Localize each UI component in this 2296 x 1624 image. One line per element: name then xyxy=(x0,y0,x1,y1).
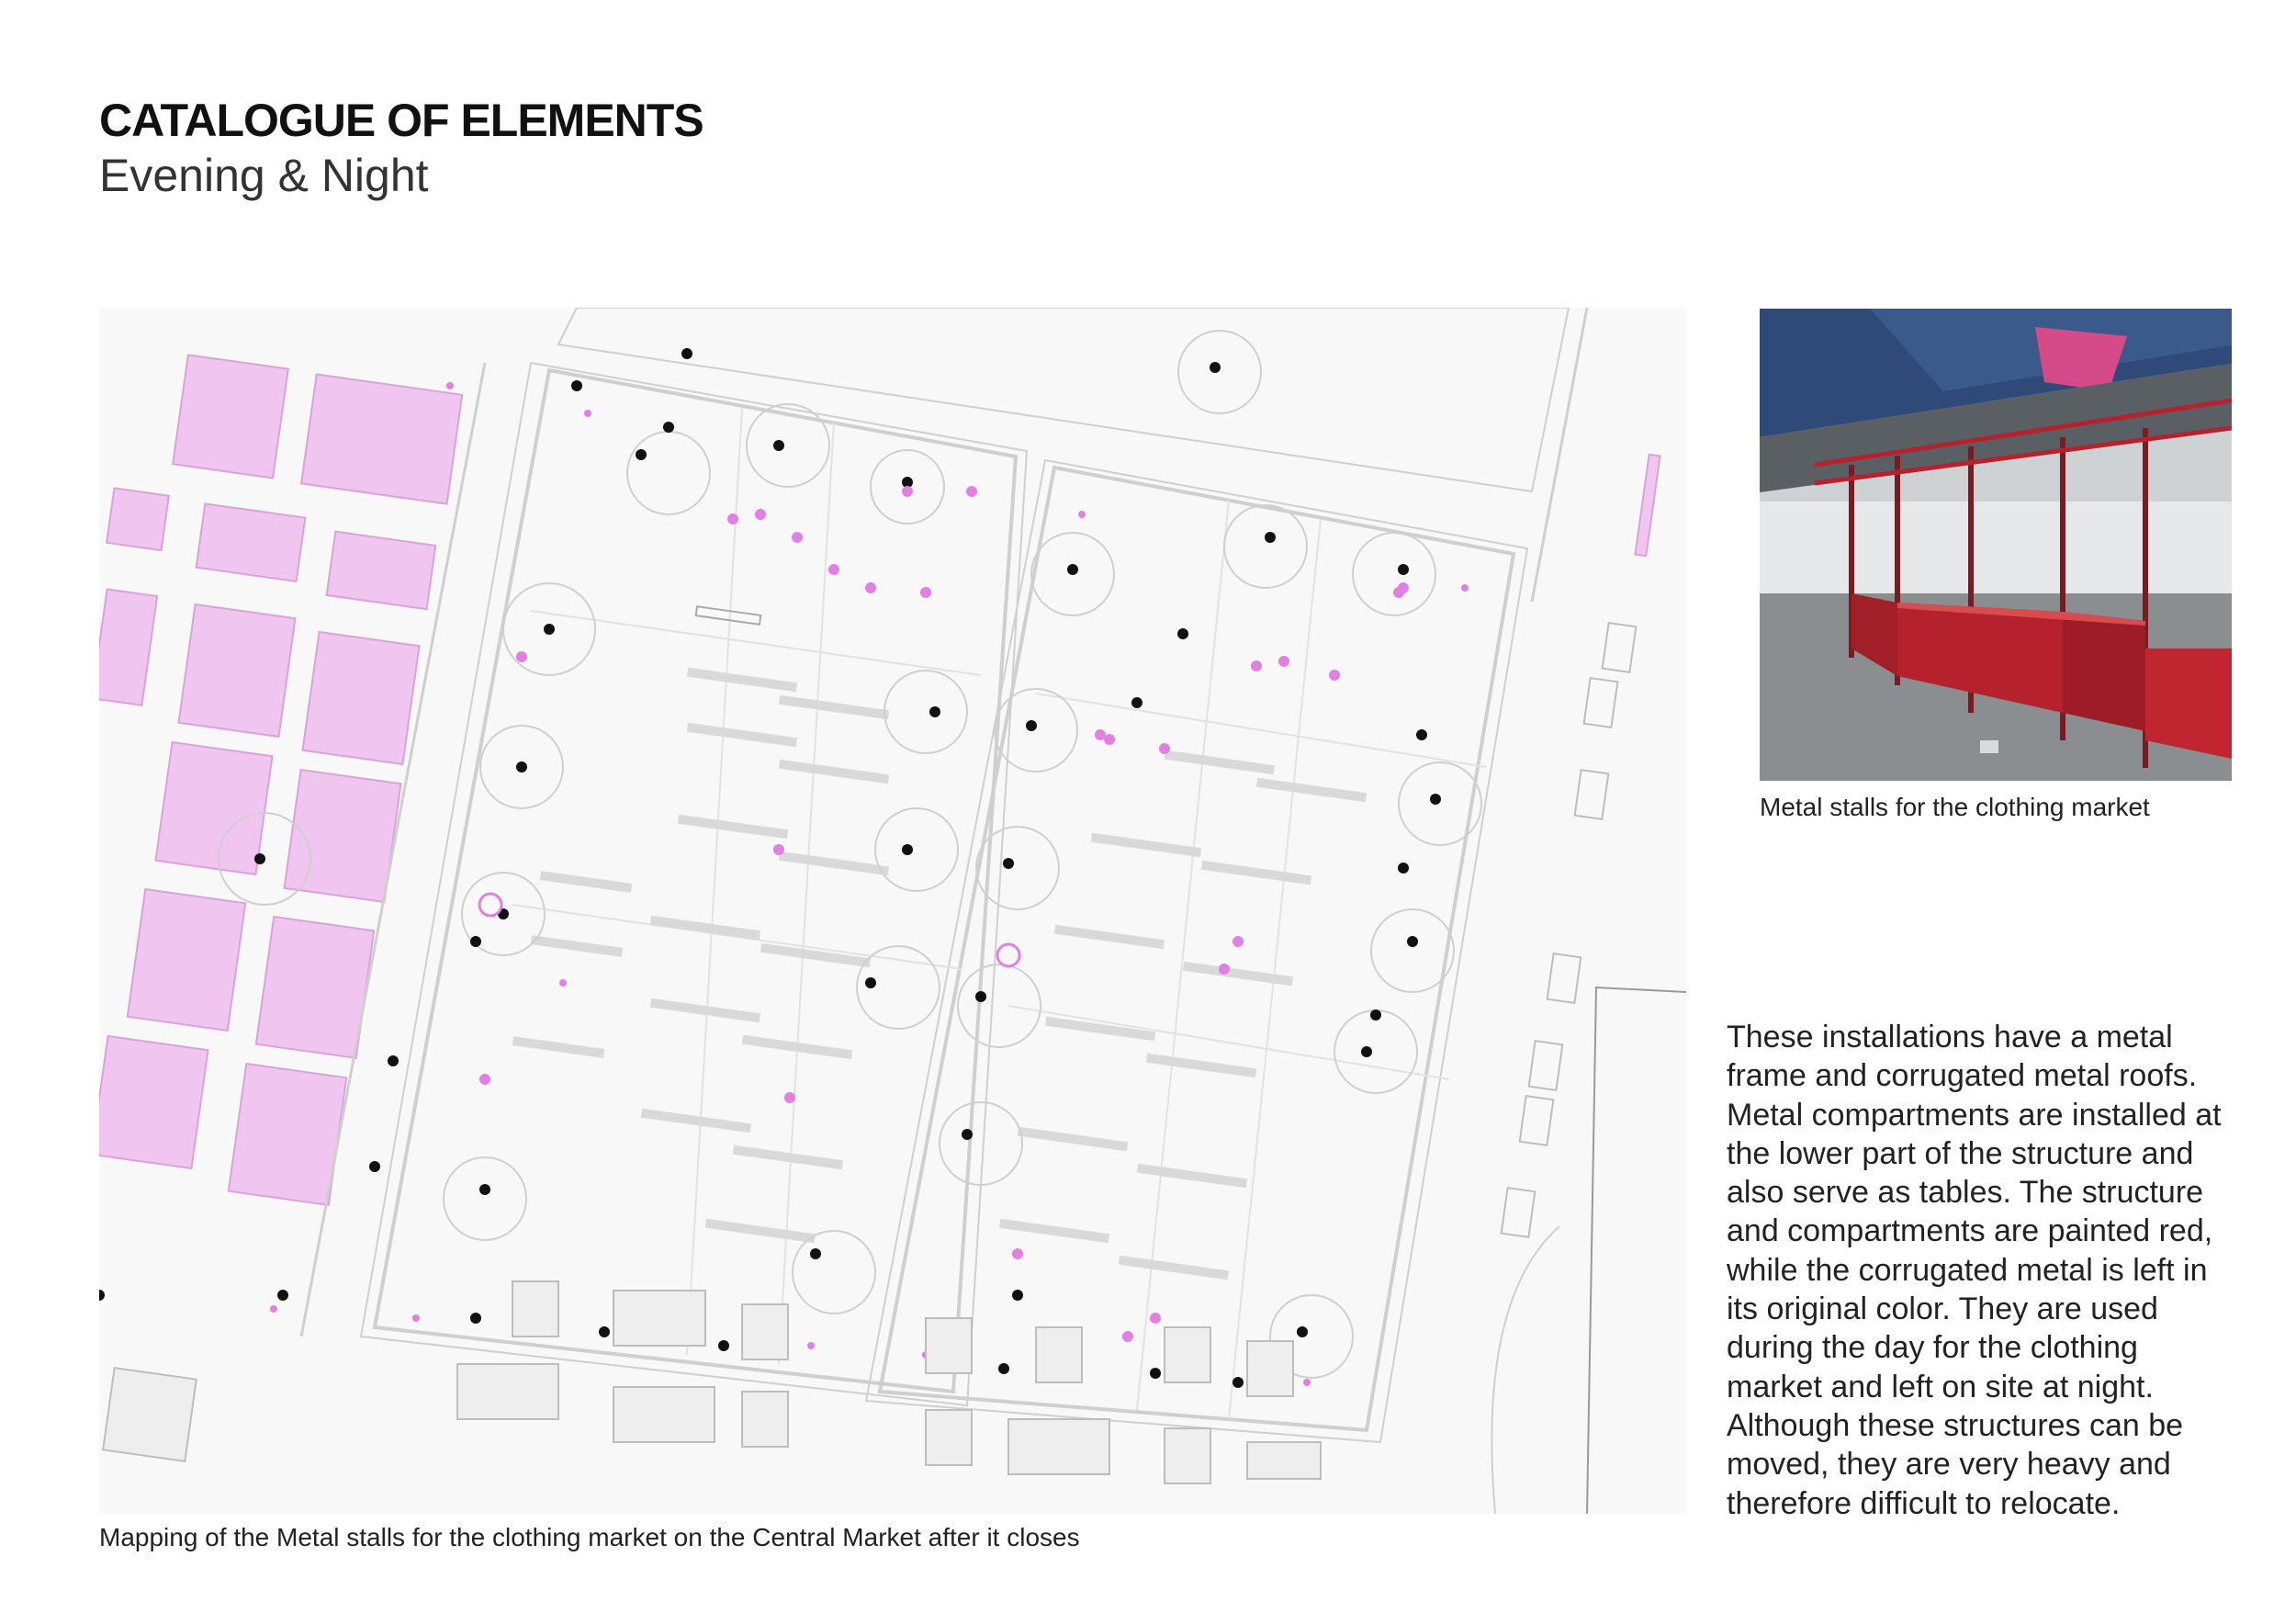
description-text: These installations have a metal frame and corrugated metal roofs. Metal compartments are installed at the lower part of the structure and also serve as tables. The structure and compartments are painted red, while the corrugated metal is left in its original color. They are used during the day for the clothing market and left on site at night. Although these structures can be moved, they are very heavy and therefore difficult to relocate. xyxy=(1727,1020,2222,1521)
page-subtitle: Evening & Night xyxy=(99,150,429,201)
stalls-photo xyxy=(1760,309,2232,781)
photo-caption: Metal stalls for the clothing market xyxy=(1760,793,2150,821)
page-title: CATALOGUE OF ELEMENTS xyxy=(99,95,703,146)
market-site-plan xyxy=(99,308,1686,1514)
map-caption: Mapping of the Metal stalls for the clothing market on the Central Market after it closes xyxy=(99,1523,1080,1551)
